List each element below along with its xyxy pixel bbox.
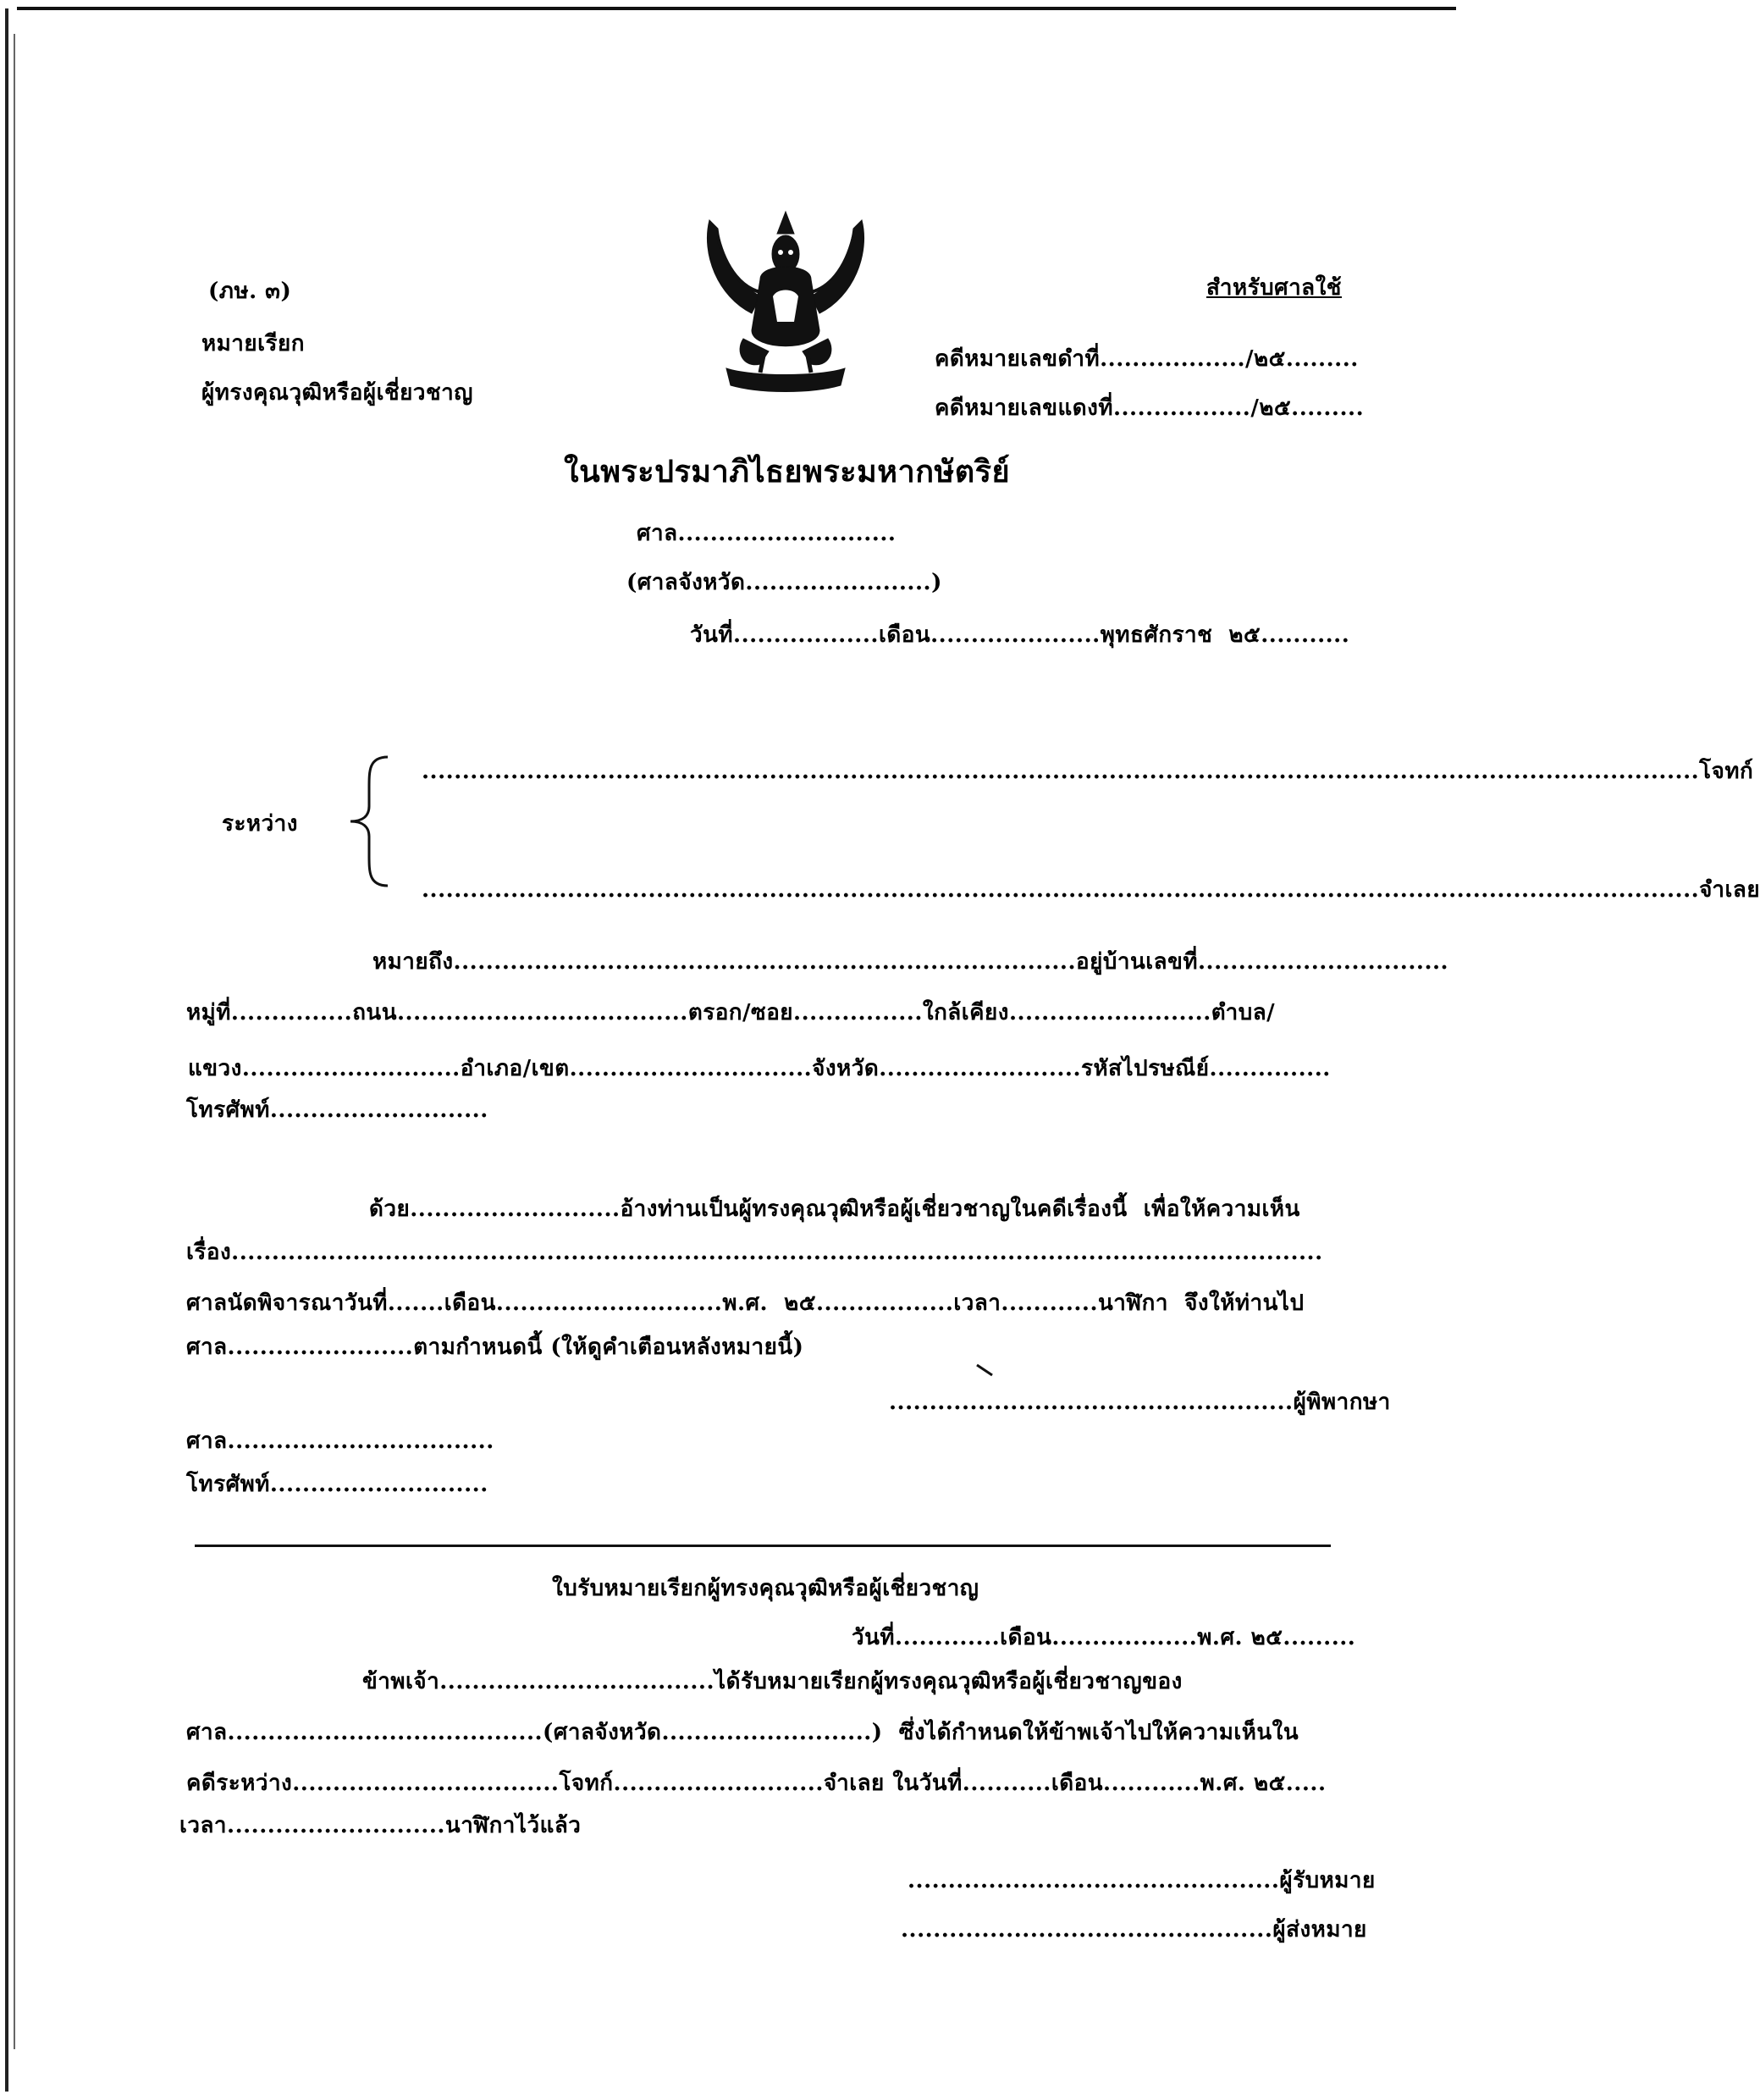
reason-line: ด้วย..........................อ้างท่านเป็นผู้ทรงคุณวุฒิหรือผู้เชี่ยวชาญในคดีเรื่องนี้ เพื่อให้ความเห็น <box>369 1196 1300 1222</box>
court-use-label: สำหรับศาลใช้ <box>1206 275 1342 301</box>
form-title-expert: ผู้ทรงคุณวุฒิหรือผู้เชี่ยวชาญ <box>201 380 473 406</box>
red-case-number: คดีหมายเลขแดงที่................./๒๕......... <box>935 395 1365 421</box>
recipient-address-line-2: แขวง...........................อำเภอ/เขต..............................จังหวัด.........................รหัสไปรษณีย์............... <box>188 1056 1331 1081</box>
receipt-acknowledgement-line: ข้าพเจ้า..................................ได้รับหมายเรียกผู้ทรงคุณวุฒิหรือผู้เชี่ยวชาญของ <box>362 1669 1183 1694</box>
recipient-address-line-1: หมู่ที่...............ถนน....................................ตรอก/ซอย................ใกล้เคียง.........................ตำบล/ <box>186 1000 1276 1025</box>
issuing-phone-line: โทรศัพท์........................... <box>186 1472 488 1497</box>
issuing-court-line: ศาล................................. <box>186 1429 494 1454</box>
scan-left-edge <box>5 8 8 2092</box>
subject-line: เรื่อง....................................................................................................................................... <box>186 1240 1323 1265</box>
receipt-time-line: เวลา...........................นาฬิกาไว้แล้ว <box>179 1813 582 1838</box>
royal-heading: ในพระปรมาภิไธยพระมหากษัตริย์ <box>564 454 1011 489</box>
black-case-number: คดีหมายเลขดำที่................../๒๕......... <box>935 346 1359 372</box>
court-schedule-line: ศาล.......................ตามกำหนดนี้ (ให้ดูคำเตือนหลังหมายนี้) <box>186 1335 804 1360</box>
form-title-summons: หมายเรียก <box>201 331 305 356</box>
issue-date-line: วันที่..................เดือน.....................พุทธศักราช ๒๕........... <box>690 622 1350 648</box>
receipt-date-line: วันที่.............เดือน..................พ.ศ. ๒๕......... <box>852 1625 1356 1650</box>
judge-signature-line: ..................................................ผู้พิพากษา <box>889 1390 1391 1415</box>
form-code: (ภษ. ๓) <box>208 279 292 304</box>
provincial-court-line: (ศาลจังหวัด.......................) <box>626 570 942 595</box>
recipient-phone-line: โทรศัพท์........................... <box>186 1097 488 1123</box>
defendant-line: ..............................................................................................................................................................จำเลย <box>422 877 1760 903</box>
receipt-title: ใบรับหมายเรียกผู้ทรงคุณวุฒิหรือผู้เชี่ยวชาญ <box>552 1576 979 1601</box>
left-brace-icon <box>345 754 396 889</box>
stray-mark-icon <box>975 1363 996 1379</box>
garuda-emblem-icon <box>692 203 879 398</box>
receipt-case-line: คดีระหว่าง.................................โจทก์..........................จำเลย ในวันที่...........เดือน............พ.ศ. ๒๕..... <box>186 1771 1327 1796</box>
scan-top-edge <box>17 7 1456 10</box>
scan-left-edge-inner <box>14 34 15 2049</box>
receipt-court-line: ศาล.......................................(ศาลจังหวัด..........................) ซึ่งได้กำหนดให้ข้าพเจ้าไปให้ความเห็นใน <box>186 1720 1299 1745</box>
recipient-name-line: หมายถึง.............................................................................อยู่บ้านเลขที่............................... <box>372 949 1449 975</box>
plaintiff-line: ..............................................................................................................................................................โจทก์ <box>422 759 1754 784</box>
sender-signature-line: ..............................................ผู้ส่งหมาย <box>901 1917 1367 1942</box>
between-label: ระหว่าง <box>222 811 298 837</box>
hearing-date-line: ศาลนัดพิจารณาวันที่.......เดือน............................พ.ศ. ๒๕.................เวลา............นาฬิกา จึงให้ท่านไป <box>186 1290 1305 1316</box>
section-divider <box>195 1545 1331 1547</box>
court-name-line: ศาล........................... <box>637 521 897 546</box>
receiver-signature-line: ..............................................ผู้รับหมาย <box>908 1868 1376 1893</box>
